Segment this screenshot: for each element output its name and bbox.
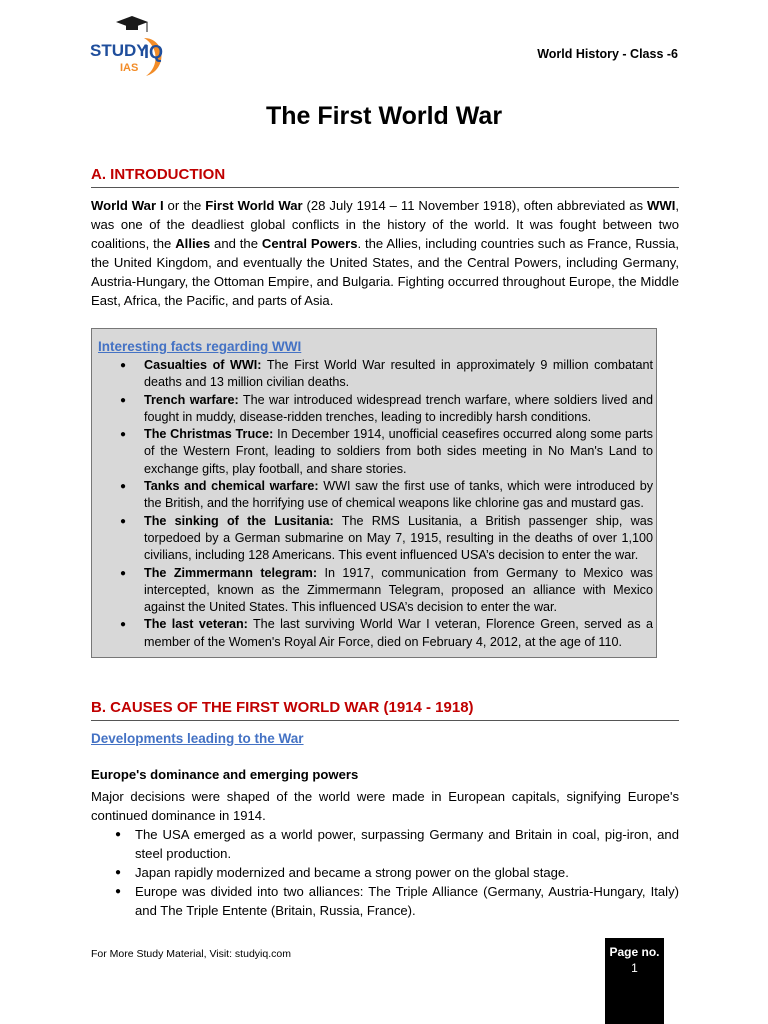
page-number-label: Page no. [609,945,660,959]
fact-text: In 1917, communication from Germany to Mexico was intercepted, known as the Zimmermann Telegram, proposed an alliance with Mexico against the United States. This influenced USA’s decision to enter the war. [144,565,653,615]
section-b-paragraph: Major decisions were shaped of the world were made in European capitals, signifying Europe's continued dominance in 1914. [91,789,679,823]
fact-label: The Christmas Truce: [144,427,274,442]
facts-box-title: Interesting facts regarding WWI [98,339,302,354]
page-number: 1 [631,961,638,975]
fact-item [118,392,653,427]
fact-item [118,426,653,478]
fact-label: Trench warfare: [144,392,239,407]
cause-bullet-item: ● Europe was divided into two alliances: The Triple Alliance (Germany, Austria-Hungary, Italy) and The Triple Entente (Britain, Russia, France). [115,882,679,920]
fact-label: Tanks and chemical warfare: [144,479,319,494]
fact-text: In December 1914, unofficial ceasefires occurred along some parts of the Western Front, leading to soldiers from both sides meeting in No Man's Land to exchange gifts, play football, and share stories. [144,427,653,476]
fact-item [118,357,653,392]
fact-text: The war introduced widespread trench warfare, where soldiers lived and fought in muddy, disease-ridden trenches, leading to incredibly harsh conditions. [144,392,653,424]
svg-text:IQ: IQ [144,42,164,62]
cause-bullet-item: ● The USA emerged as a world power, surpassing Germany and Britain in coal, pig-iron, and steel production. [115,825,679,863]
fact-label: The last veteran: [144,617,248,632]
section-a-heading: A. INTRODUCTION [91,166,679,188]
page-title: The First World War [265,102,503,130]
subheading-europe-dominance: Europe's dominance and emerging powers [91,767,359,782]
fact-item [118,616,653,651]
fact-text: WWI saw the first use of tanks, which were introduced by the British, and the horrifying use of chemical weapons like chlorine gas and mustard gas. [144,479,653,511]
fact-label: The sinking of the Lusitania: [144,513,334,528]
fact-text: The First World War resulted in approximately 9 million combatant deaths and 13 million civilian deaths. [144,358,653,390]
section-b-heading: B. CAUSES OF THE FIRST WORLD WAR (1914 - 1918) [91,699,679,721]
document-class-label: World History - Class -6 [537,47,678,61]
fact-item [118,565,653,617]
svg-text:STUDY: STUDY [90,41,148,60]
fact-item [118,513,653,565]
causes-bullet-list [115,825,679,920]
svg-text:IAS: IAS [120,62,139,74]
page-number-box [605,938,664,1024]
facts-box [91,328,657,658]
fact-label: Casualties of WWI: [144,358,262,372]
fact-label: The Zimmermann telegram: [144,565,318,580]
developments-link-heading[interactable]: Developments leading to the War [91,731,304,746]
cause-bullet-item: ● Japan rapidly modernized and became a strong power on the global stage. [115,863,679,882]
fact-text: The RMS Lusitania, a British passenger ship, was torpedoed by a German submarine on May 7, 1915, resulting in the deaths of over 1,100 civilians, including 128 Americans. This event influenced USA’s decision to enter the war. [144,513,653,563]
footer-text: For More Study Material, Visit: studyiq.com [91,948,291,960]
fact-text: The last surviving World War I veteran, Florence Green, served as a member of the Women's Royal Air Force, died on February 4, 2012, at the age of 110. [144,617,653,649]
facts-list [118,357,653,651]
introduction-paragraph: World War I or the First World War (28 July 1914 – 11 November 1918), often abbreviated as WWI, was one of the deadliest global conflicts in the history of the world. It was fought between two coalitions, the Allies and the Central Powers. the Allies, including countries such as France, Russia, the United Kingdom, and eventually the United States, and the Central Powers, including Germany, Austria-Hungary, the Ottoman Empire, and Bulgaria. Fighting occurred throughout Europe, the Middle East, Africa, the Pacific, and parts of Asia. [91,198,680,308]
fact-item [118,478,653,513]
studyiq-logo [86,14,172,82]
